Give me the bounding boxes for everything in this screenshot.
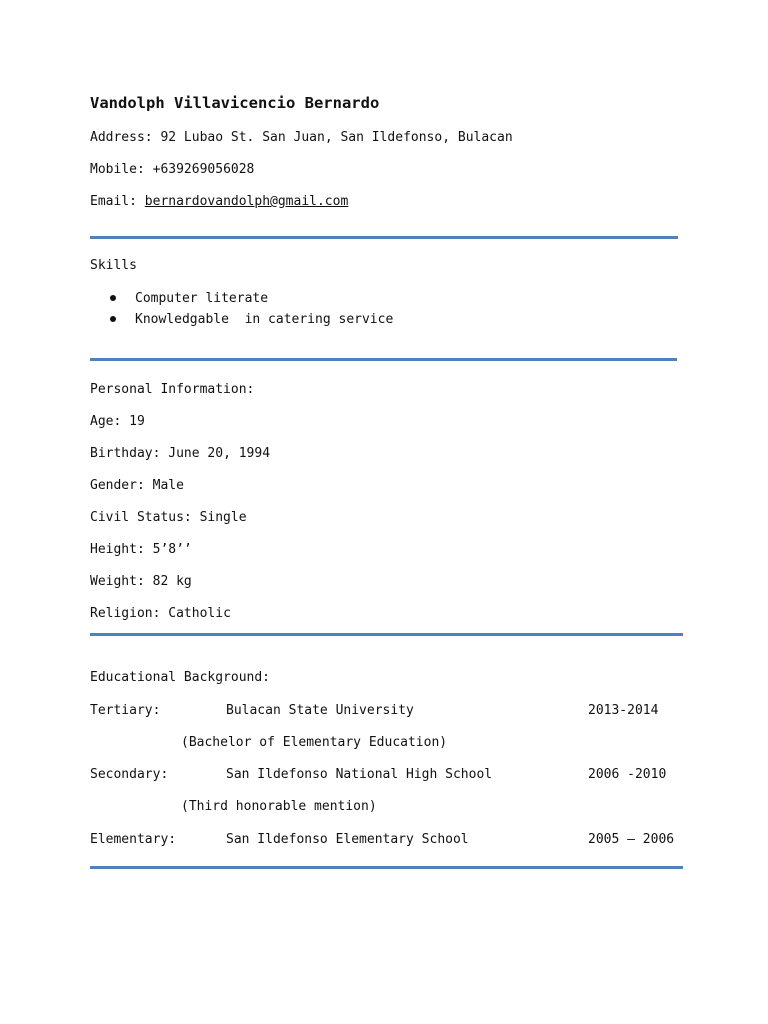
field-value: Single [199,510,247,525]
secondary-school: San Ildefonso National High School [226,767,493,782]
tertiary-years: 2013-2014 [588,703,659,718]
section-divider [90,866,683,869]
address-label: Address: [90,130,161,145]
skills-heading: Skills [90,258,137,273]
list-item [110,291,393,312]
birthday-line [90,446,270,461]
religion-line [90,606,231,621]
secondary-note: (Third honorable mention) [181,799,377,814]
age-line [90,414,145,429]
address-value: 92 Lubao St. San Juan, San Ildefonso, Bulacan [160,130,513,145]
tertiary-level: Tertiary: [90,703,161,718]
section-divider [90,236,678,239]
field-value: June 20, 1994 [168,446,271,461]
email-line [90,194,348,209]
tertiary-school: Bulacan State University [226,703,414,718]
section-divider [90,358,677,361]
mobile-line [90,162,254,177]
weight-line [90,574,192,589]
field-value: Catholic [168,606,231,621]
field-label: Weight: [90,574,153,589]
secondary-level: Secondary: [90,767,169,782]
field-label: Religion: [90,606,169,621]
gender-line [90,478,184,493]
field-label: Gender: [90,478,153,493]
elementary-level: Elementary: [90,832,177,847]
elementary-years: 2005 – 2006 [588,832,675,847]
field-label: Height: [90,542,153,557]
mobile-label: Mobile: [90,162,153,177]
field-value: 5’8’’ [152,542,192,557]
skills-list [110,291,393,333]
field-label: Age: [90,414,130,429]
field-label: Civil Status: [90,510,200,525]
resume-name: Vandolph Villavicencio Bernardo [90,94,380,112]
field-label: Birthday: [90,446,169,461]
elementary-school: San Ildefonso Elementary School [226,832,469,847]
personal-heading: Personal Information: [90,382,255,397]
field-value: 82 kg [152,574,192,589]
email-link[interactable]: bernardovandolph@gmail.com [144,194,349,209]
mobile-value: +639269056028 [152,162,255,177]
field-value: Male [152,478,184,493]
bullet-icon [110,316,116,322]
list-item [110,312,393,333]
tertiary-note: (Bachelor of Elementary Education) [181,735,448,750]
civil-status-line [90,510,247,525]
bullet-icon [110,295,116,301]
field-value: 19 [129,414,145,429]
skill-text: Computer literate [135,291,269,306]
section-divider [90,633,683,636]
secondary-years: 2006 -2010 [588,767,667,782]
address-line [90,130,513,145]
skill-text: Knowledgable in catering service [135,312,394,327]
height-line [90,542,192,557]
education-heading: Educational Background: [90,670,271,685]
email-label: Email: [90,194,145,209]
